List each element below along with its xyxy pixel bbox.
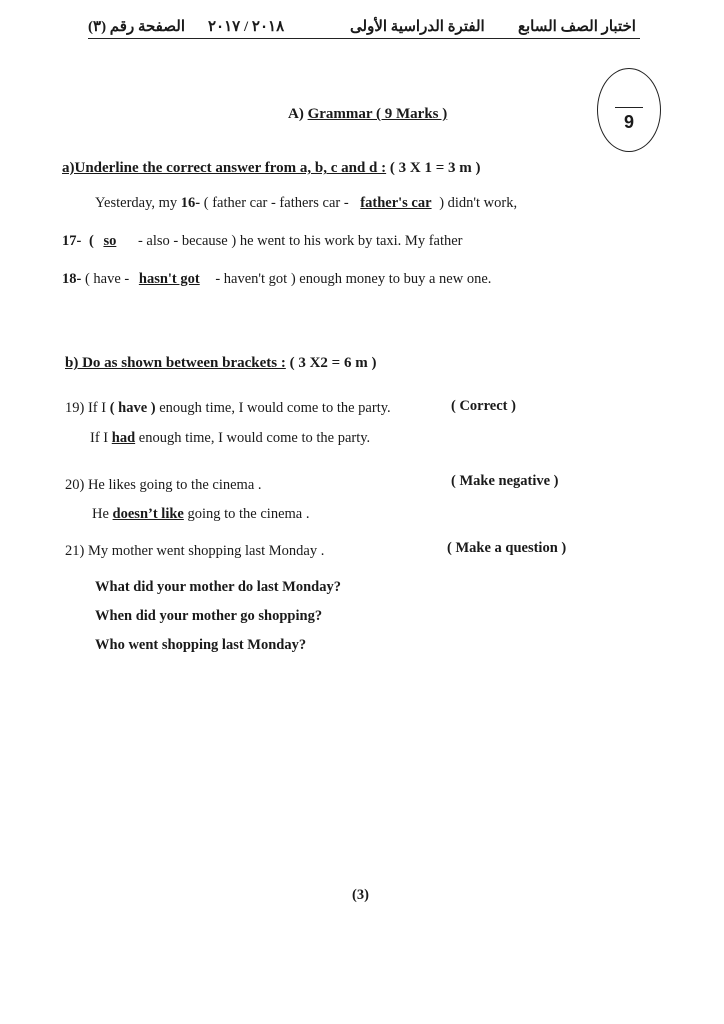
score-circle	[597, 68, 661, 152]
q17-rest: - also - because ) he went to his work by taxi. My father	[137, 233, 463, 249]
part-b-heading	[65, 355, 376, 372]
header-year: ٢٠١٨ / ٢٠١٧	[208, 19, 285, 35]
q19-ans-post: enough time, I would come to the party.	[138, 430, 371, 446]
q16-lead: Yesterday, my	[95, 195, 178, 211]
q18-answer: hasn't got	[138, 271, 200, 287]
q20-ans-post: going to the cinema .	[187, 506, 310, 522]
q19-answer-line	[90, 430, 370, 447]
q19-ans-pre: If I	[90, 430, 109, 446]
q18-open: ( have -	[84, 271, 130, 287]
q16-close: ) didn't work,	[439, 195, 518, 211]
section-prefix: A)	[288, 106, 304, 122]
question-21: 21) My mother went shopping last Monday .	[65, 543, 325, 559]
question-19	[65, 400, 391, 417]
q18-number: 18-	[62, 271, 82, 287]
q19-instruction: ( Correct )	[451, 398, 516, 414]
q19-pre: 19) If I	[65, 400, 107, 416]
page-number: (3)	[352, 887, 369, 903]
q21-answer-3: Who went shopping last Monday?	[95, 637, 307, 653]
q21-answer-2: When did your mother go shopping?	[95, 608, 323, 624]
header-page-label: الصفحة رقم (٣)	[88, 19, 186, 35]
q20-instruction: ( Make negative )	[451, 473, 559, 489]
part-a-heading	[62, 160, 481, 177]
question-20: 20) He likes going to the cinema .	[65, 477, 262, 493]
score-fraction-bar	[615, 107, 643, 108]
section-title-text: Grammar ( 9 Marks )	[307, 106, 448, 122]
part-b-marks: ( 3 X2 = 6 m )	[289, 355, 377, 371]
q16-answer: father's car	[360, 195, 432, 211]
question-16	[95, 195, 517, 212]
q21-answer-1: What did your mother do last Monday?	[95, 579, 341, 595]
section-title	[288, 106, 447, 123]
q17-open: (	[88, 233, 94, 249]
question-18	[62, 271, 491, 288]
header-rule	[88, 38, 640, 39]
score-value: 9	[623, 112, 634, 132]
question-17	[62, 233, 463, 250]
q21-instruction: ( Make a question )	[447, 540, 567, 556]
q16-number: 16-	[180, 195, 201, 211]
q19-ans-word: had	[111, 430, 136, 446]
q20-ans-pre: He	[92, 506, 109, 522]
q17-number: 17-	[62, 233, 82, 249]
q19-post: enough time, I would come to the party.	[159, 400, 391, 416]
q16-options: ( father car - fathers car -	[203, 195, 349, 211]
part-a-heading-text: a)Underline the correct answer from a, b, c and d :	[62, 160, 387, 176]
q19-verb: ( have )	[109, 400, 156, 416]
part-b-heading-text: b) Do as shown between brackets :	[65, 355, 286, 371]
header-exam-title: اختبار الصف السابع	[518, 19, 636, 35]
q20-ans-word: doesn’t like	[112, 506, 184, 522]
part-a-marks: ( 3 X 1 = 3 m )	[389, 160, 481, 176]
q17-answer: so	[103, 233, 117, 249]
q20-answer-line	[92, 506, 309, 523]
header-period: الفترة الدراسية الأولى	[350, 19, 485, 35]
q18-rest: - haven't got ) enough money to buy a new one.	[215, 271, 492, 287]
